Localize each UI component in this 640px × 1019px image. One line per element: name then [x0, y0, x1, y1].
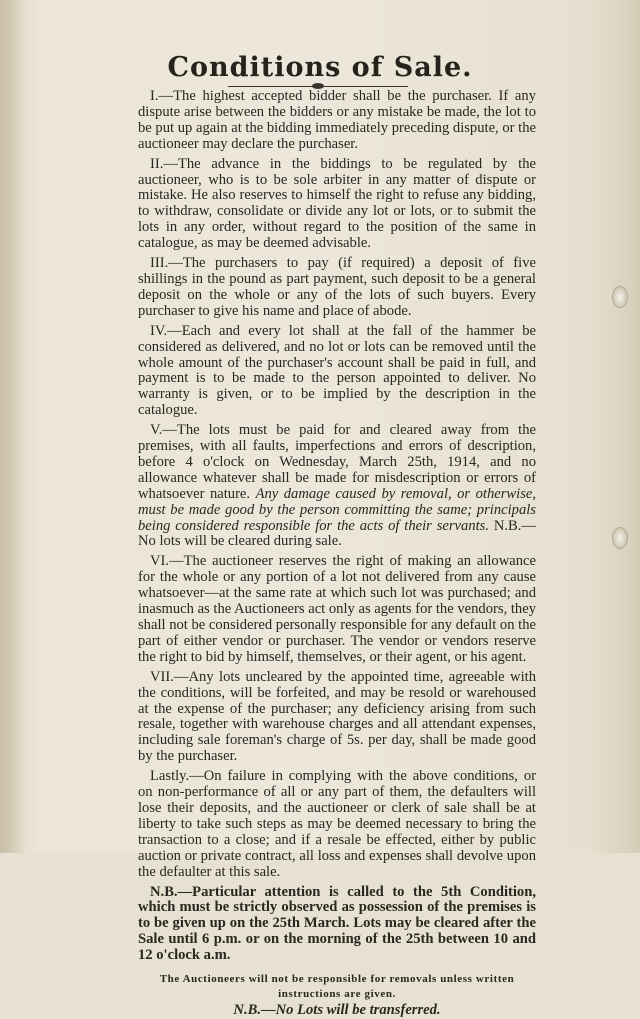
condition-5-main: V.—The lots must be paid for and cleared away from the premises, with all faults, imperfections and errors of description, before 4 o'clock on Wednesday, March 25th, 1914, and no allowance whatever shall be made for misdescription or errors of whatsoever nature. [138, 422, 536, 502]
page-edge-shadow [0, 0, 26, 853]
condition-5-italic: Any damage caused by removal, or otherwise, must be made good by the person committing the same; principals being considered responsible for the acts of their servants. [138, 485, 536, 534]
punch-hole-lower [612, 527, 628, 549]
condition-5-note: N.B.—No lots will be cleared during sale. [138, 517, 537, 550]
punch-hole-upper [612, 286, 628, 308]
nb-fifth-condition: N.B.—Particular attention is called to the 5th Condition, which must be strictly observed as possession of the premises is to be given up on the 25th March. Lots may be cleared after the Sale until 6 p.m. or on the morning of the 25th between 10 and 12 o'clock a.m. [138, 883, 536, 964]
condition-4: IV.—Each and every lot shall at the fall of the hammer be considered as delivered, and no lot or lots can be removed until the whole amount of the purchaser's account shall be paid in full, and payment is to be made to the person appointed to deliver. No warranty is given, or to be implied by the description in the catalogue. [138, 322, 536, 419]
condition-3: III.—The purchasers to pay (if required) a deposit of five shillings in the pound as part payment, such deposit to be a general deposit on the whole or any of the lots of such buyers. Every purchaser to give his name and place of abode. [138, 255, 536, 319]
conditions-body [138, 89, 536, 1019]
removals-notice: The Auctioneers will not be responsible for removals unless written instructions are given. [159, 973, 515, 1001]
condition-7: VII.—Any lots uncleared by the appointed time, agreeable with the conditions, will be forfeited, and may be resold or warehoused at the expense of the purchaser; any deficiency arising from such resale, together with warehouse charges and all attendant expenses, including sale foreman's charge of 5s. per day, shall be made good by the purchaser. [138, 668, 536, 765]
transfer-notice: N.B.—No Lots will be transferred. [233, 1002, 441, 1019]
condition-6: VI.—The auctioneer reserves the right of making an allowance for the whole or any portion of a lot not delivered from any cause whatsoever—at the same rate at which such lot was purchased; and inasmuch as the Auctioneers act only as agents for the vendors, they shall not be considered personally responsible for any default on the part of either vendor or purchaser. The vendor or vendors reserve the right to bid by himself, themselves, or their agent, or his agent. [138, 553, 536, 665]
condition-1: I.—The highest accepted bidder shall be the purchaser. If any dispute arise between the bidders or any mistake be made, the lot to be put up again at the bidding immediately preceding dispute, or the auctioneer may declare the purchaser. [138, 88, 536, 152]
document-title: Conditions of Sale. [167, 52, 473, 83]
condition-lastly: Lastly.—On failure in complying with the above conditions, or on non-performance of all or any part of them, the defaulters will lose their deposits, and the auctioneer or clerk of sale shall be at liberty to take such steps as may be deemed necessary to bring the transaction to a close; and if a resale be effected, either by public auction or private contract, all loss and expenses shall devolve upon the defaulter at this sale. [138, 768, 536, 880]
condition-5 [138, 423, 536, 550]
condition-2: II.—The advance in the biddings to be regulated by the auctioneer, who is to be sole arbiter in any matter of dispute or mistake. He also reserves to himself the right to refuse any bidding, to withdraw, consolidate or divide any lot or lots, or to submit the lots in any order, without regard to the position of the same in catalogue, as may be deemed advisable. [138, 155, 536, 252]
